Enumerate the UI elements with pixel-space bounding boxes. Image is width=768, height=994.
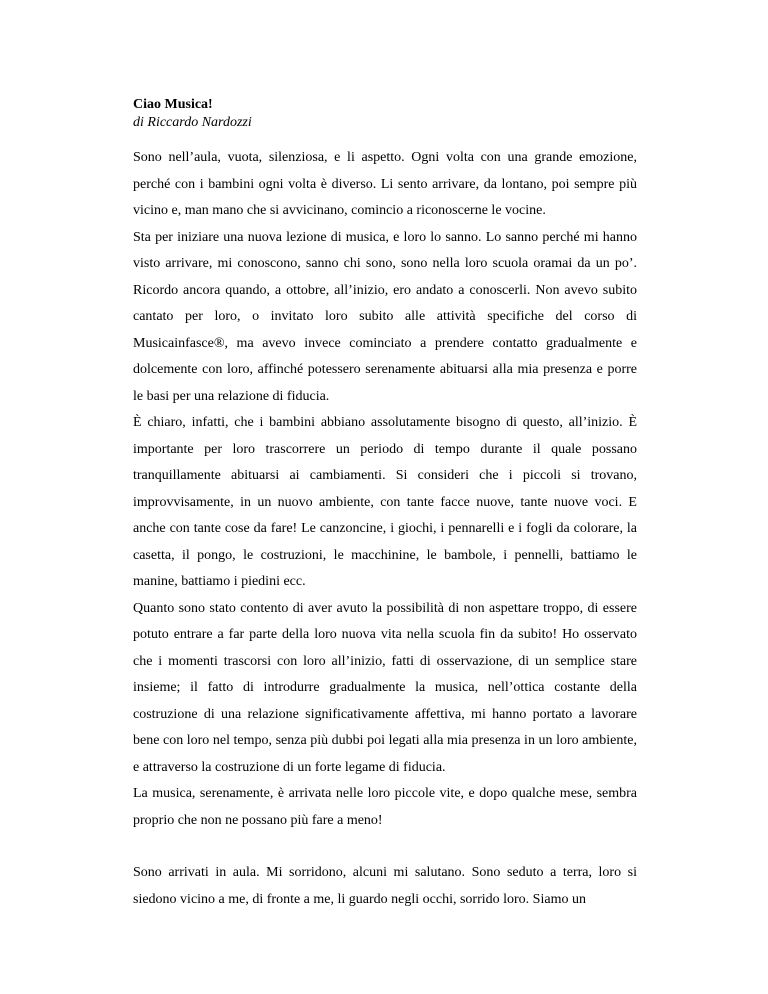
document-author: di Riccardo Nardozzi — [133, 115, 252, 130]
paragraph-6: Sono arrivati in aula. Mi sorridono, alcuni mi salutano. Sono seduto a terra, loro si siedono vicino a me, di fronte a me, li guardo negli occhi, sorrido loro. Siamo un — [133, 865, 637, 907]
paragraph-5: La musica, serenamente, è arrivata nelle loro piccole vite, e dopo qualche mese, sembra proprio che non ne possano più fare a meno! — [133, 786, 637, 828]
document-page — [133, 96, 637, 913]
paragraph-3: È chiaro, infatti, che i bambini abbiano assolutamente bisogno di questo, all’inizio. È importante per loro trascorrere un periodo di tempo durante il quale possano tranquillamente abituarsi ai cambiamenti. Si consideri che i piccoli si trovano, improvvisamente, in un nuovo ambiente, con tante facce nuove, tante nuove voci. E anche con tante cose da fare! Le canzoncine, i giochi, i pennarelli e i fogli da colorare, la casetta, il pongo, le costruzioni, le macchinine, le bambole, i pennelli, battiamo le manine, battiamo i piedini ecc. — [133, 415, 637, 589]
paragraph-spacer — [133, 834, 637, 860]
paragraph-2: Sta per iniziare una nuova lezione di musica, e loro lo sanno. Lo sanno perché mi hanno visto arrivare, mi conoscono, sanno chi sono, sono nella loro scuola oramai da un po’. Ricordo ancora quando, a ottobre, all’inizio, ero andato a conoscerli. Non avevo subito cantato per loro, o invitato loro subito alle attività specifiche del corso di Musicainfasce®, ma avevo invece cominciato a prendere contatto gradualmente e dolcemente con loro, affinché potessero serenamente abituarsi alla mia presenza e porre le basi per una relazione di fiducia. — [133, 229, 637, 404]
paragraph-4: Quanto sono stato contento di aver avuto la possibilità di non aspettare troppo, di essere potuto entrare a far parte della loro nuova vita nella scuola fin da subito! Ho osservato che i momenti trascorsi con loro all’inizio, fatti di osservazione, di un semplice stare insieme; il fatto di introdurre gradualmente la musica, nell’ottica costante della costruzione di una relazione significativamente affettiva, mi hanno portato a lavorare bene con loro nel tempo, senza più dubbi poi legati alla mia presenza in un loro ambiente, e attraverso la costruzione di un forte legame di fiducia. — [133, 600, 637, 775]
document-title: Ciao Musica! — [133, 97, 213, 112]
paragraph-1: Sono nell’aula, vuota, silenziosa, e li aspetto. Ogni volta con una grande emozione, perché con i bambini ogni volta è diverso. Li sento arrivare, da lontano, poi sempre più vicino e, man mano che si avvicinano, comincio a riconoscerne le vocine. — [133, 150, 637, 218]
